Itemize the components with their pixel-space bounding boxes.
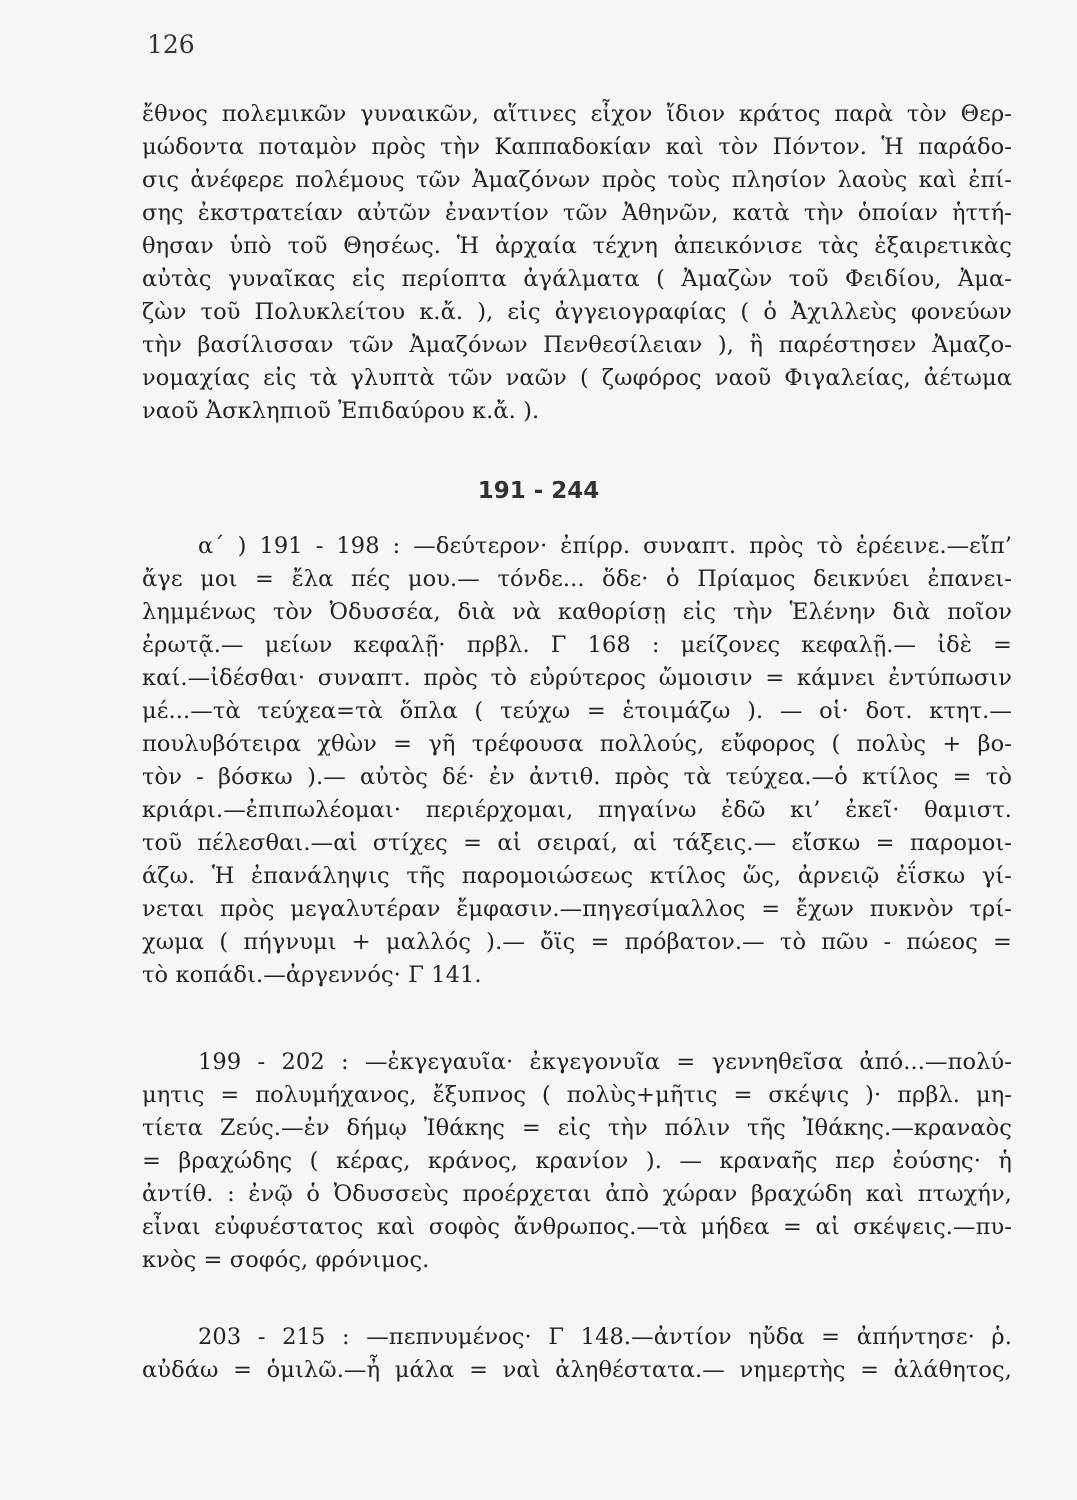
notes-203-215	[142, 1321, 1012, 1387]
text-line: νομαχίας εἰς τὰ γλυπτὰ τῶν ναῶν ( ζωφόρος ναοῦ Φιγαλείας, ἀέτωμα	[142, 365, 1012, 391]
text-line: ἀντίθ. : ἐνῷ ὁ Ὀδυσσεὺς προέρχεται ἀπὸ χώραν βραχώδη καὶ πτωχήν,	[142, 1181, 1012, 1207]
text-line: 203 - 215 : —πεπνυμένος· Γ 148.—ἀντίον ηὔδα = ἀπήντησε· ῥ.	[198, 1324, 1012, 1350]
text-line: μώδοντα ποταμὸν πρὸς τὴν Καππαδοκίαν καὶ τὸν Πόντον. Ἡ παράδο-	[142, 134, 1012, 160]
section-heading: 191 - 244	[477, 478, 600, 504]
text-line: θησαν ὑπὸ τοῦ Θησέως. Ἡ ἀρχαία τέχνη ἀπεικόνισε τὰς ἐξαιρετικὰς	[142, 233, 1012, 259]
text-line: τὸν - βόσκω ).— αὐτὸς δέ· ἐν ἀντιθ. πρὸς τὰ τεύχεα.—ὁ κτίλος = τὸ	[142, 764, 1012, 790]
text-line: μητις = πολυμήχανος, ἔξυπνος ( πολὺς+μῆτις = σκέψις )· πρβλ. μη-	[142, 1082, 1012, 1108]
text-line: καί.—ἰδέσθαι· συναπτ. πρὸς τὸ εὐρύτερος ὤμοισιν = κάμνει ἐντύπωσιν	[142, 665, 1012, 691]
text-line: πουλυβότειρα χθὼν = γῆ τρέφουσα πολλούς, εὔφορος ( πολὺς + βο-	[142, 731, 1012, 757]
text-line: = βραχώδης ( κέρας, κράνος, κρανίον ). — κραναῆς περ ἐούσης· ἡ	[142, 1148, 1012, 1174]
text-line: κνὸς = σοφός, φρόνιμος.	[142, 1247, 430, 1273]
notes-191-198	[142, 530, 1012, 992]
text-line: ἄγε μοι = ἔλα πές μου.— τόνδε... ὅδε· ὁ Πρίαμος δεικνύει ἐπανει-	[142, 566, 1012, 592]
text-line: κριάρι.—ἐπιπωλέομαι· περιέρχομαι, πηγαίνω ἐδῶ κι’ ἐκεῖ· θαμιστ.	[142, 797, 1012, 823]
text-line: ἔθνος πολεμικῶν γυναικῶν, αἵτινες εἶχον ἴδιον κράτος παρὰ τὸν Θερ-	[142, 101, 1012, 127]
page-number: 126	[147, 30, 195, 59]
text-line: τὴν βασίλισσαν τῶν Ἀμαζόνων Πενθεσίλειαν ), ἢ παρέστησεν Ἀμαζο-	[142, 332, 1012, 358]
text-line: τίετα Ζεύς.—ἐν δήμῳ Ἰθάκης = εἰς τὴν πόλιν τῆς Ἰθάκης.—κραναὸς	[142, 1115, 1012, 1141]
text-line: εἶναι εὐφυέστατος καὶ σοφὸς ἄνθρωπος.—τὰ μήδεα = αἱ σκέψεις.—πυ-	[142, 1214, 1012, 1240]
text-line: σις ἀνέφερε πολέμους τῶν Ἀμαζόνων πρὸς τοὺς πλησίον λαοὺς καὶ ἐπί-	[142, 167, 1012, 193]
text-line: νεται πρὸς μεγαλυτέραν ἔμφασιν.—πηγεσίμαλλος = ἔχων πυκνὸν τρί-	[142, 896, 1012, 922]
text-line: ζὼν τοῦ Πολυκλείτου κ.ἄ. ), εἰς ἀγγειογραφίας ( ὁ Ἀχιλλεὺς φονεύων	[142, 299, 1012, 325]
text-line: χωμα ( πήγνυμι + μαλλός ).— ὄϊς = πρόβατον.— τὸ πῶυ - πώεος =	[142, 929, 1012, 955]
notes-199-202	[142, 1046, 1012, 1277]
text-line: λημμένως τὸν Ὀδυσσέα, διὰ νὰ καθορίσῃ εἰς τὴν Ἑλένην διὰ ποῖον	[142, 599, 1012, 625]
text-line: τοῦ πέλεσθαι.—αἱ στίχες = αἱ σειραί, αἱ τάξεις.— εἴσκω = παρομοι-	[142, 830, 1012, 856]
text-line: ναοῦ Ἀσκληπιοῦ Ἐπιδαύρου κ.ἄ. ).	[142, 398, 540, 424]
text-line: αὐτὰς γυναῖκας εἰς περίοπτα ἀγάλματα ( Ἀμαζὼν τοῦ Φειδίου, Ἀμα-	[142, 266, 1012, 292]
text-line: ἐρωτᾷ.— μείων κεφαλῇ· πρβλ. Γ 168 : μείζονες κεφαλῇ.— ἰδὲ =	[142, 632, 1012, 658]
intro-paragraph	[142, 98, 1012, 428]
text-line: α΄ ) 191 - 198 : —δεύτερον· ἐπίρρ. συναπτ. πρὸς τὸ ἐρέεινε.—εἴπ’	[198, 533, 1012, 559]
text-line: μέ...—τὰ τεύχεα=τὰ ὅπλα ( τεύχω = ἑτοιμάζω ). — οἱ· δοτ. κτητ.—	[142, 698, 1012, 724]
text-line: τὸ κοπάδι.—ἀργεννός· Γ 141.	[142, 962, 482, 988]
text-line: αὐδάω = ὁμιλῶ.—ἦ μάλα = ναὶ ἀληθέστατα.— νημερτὴς = ἀλάθητος,	[142, 1357, 1012, 1383]
text-line: 199 - 202 : —ἐκγεγαυῖα· ἐκγεγονυῖα = γεννηθεῖσα ἀπό...—πολύ-	[198, 1049, 1012, 1075]
text-line: άζω. Ἡ ἐπανάληψις τῆς παρομοιώσεως κτίλος ὥς, ἀρνειῷ ἐΐσκω γί-	[142, 863, 1012, 889]
text-line: σης ἐκστρατείαν αὐτῶν ἐναντίον τῶν Ἀθηνῶν, κατὰ τὴν ὁποίαν ἡττή-	[142, 200, 1012, 226]
